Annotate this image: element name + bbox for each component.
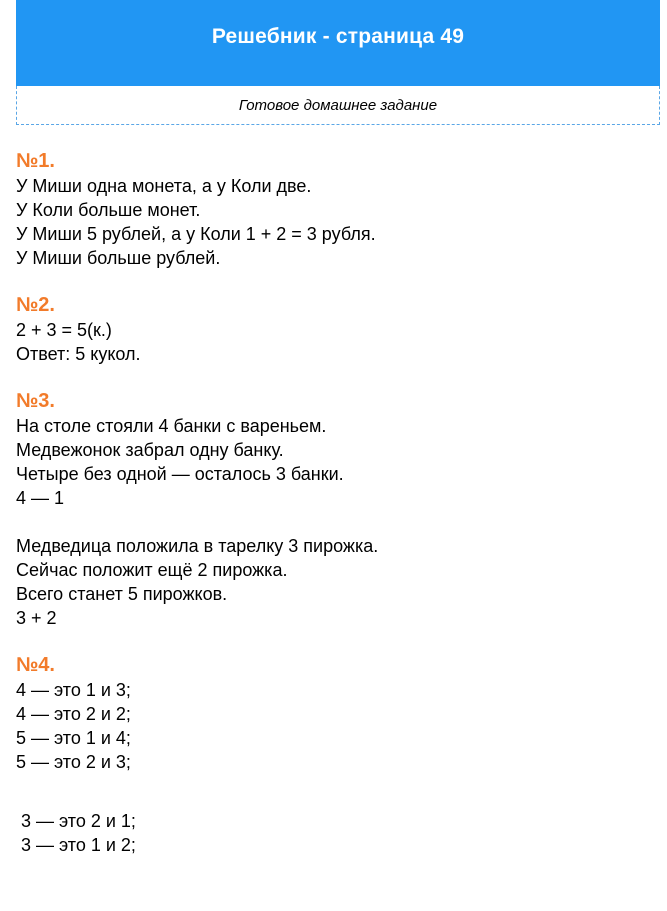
task-number: №3. <box>16 390 55 412</box>
task-line: 5 — это 1 и 4; <box>16 728 131 748</box>
task-line: Четыре без одной — осталось 3 банки. <box>16 464 344 484</box>
spacer <box>16 774 646 809</box>
page-header <box>16 0 660 86</box>
spacer <box>16 510 646 534</box>
task-line: 3 — это 2 и 1; <box>16 811 136 831</box>
task-line: 5 — это 2 и 3; <box>16 752 131 772</box>
task-3 <box>16 388 646 630</box>
task-2 <box>16 292 646 366</box>
page-subtitle: Готовое домашнее задание <box>238 96 438 114</box>
task-line: 3 — это 1 и 2; <box>16 835 136 855</box>
task-line: У Миши одна монета, а у Коли две. <box>16 176 312 196</box>
task-line: 4 — 1 <box>16 488 65 508</box>
task-line: 2 + 3 = 5(к.) <box>16 320 112 340</box>
task-line: Сейчас положит ещё 2 пирожка. <box>16 560 288 580</box>
page-subtitle-box <box>16 86 660 125</box>
solutions-content <box>16 148 646 879</box>
task-line: Медвежонок забрал одну банку. <box>16 440 284 460</box>
task-line: На столе стояли 4 банки с вареньем. <box>16 416 327 436</box>
task-line: Ответ: 5 кукол. <box>16 344 141 364</box>
task-line: 3 + 2 <box>16 608 57 628</box>
task-4 <box>16 652 646 857</box>
task-1 <box>16 148 646 270</box>
task-line: У Миши больше рублей. <box>16 248 221 268</box>
task-line: Всего станет 5 пирожков. <box>16 584 228 604</box>
task-number: №4. <box>16 654 55 676</box>
task-line: У Миши 5 рублей, а у Коли 1 + 2 = 3 рубля. <box>16 224 376 244</box>
task-line: Медведица положила в тарелку 3 пирожка. <box>16 536 379 556</box>
task-line: 4 — это 1 и 3; <box>16 680 131 700</box>
task-number: №1. <box>16 150 55 172</box>
task-line: 4 — это 2 и 2; <box>16 704 131 724</box>
page-title: Решебник - страница 49 <box>211 25 465 48</box>
task-line: У Коли больше монет. <box>16 200 201 220</box>
task-number: №2. <box>16 294 55 316</box>
